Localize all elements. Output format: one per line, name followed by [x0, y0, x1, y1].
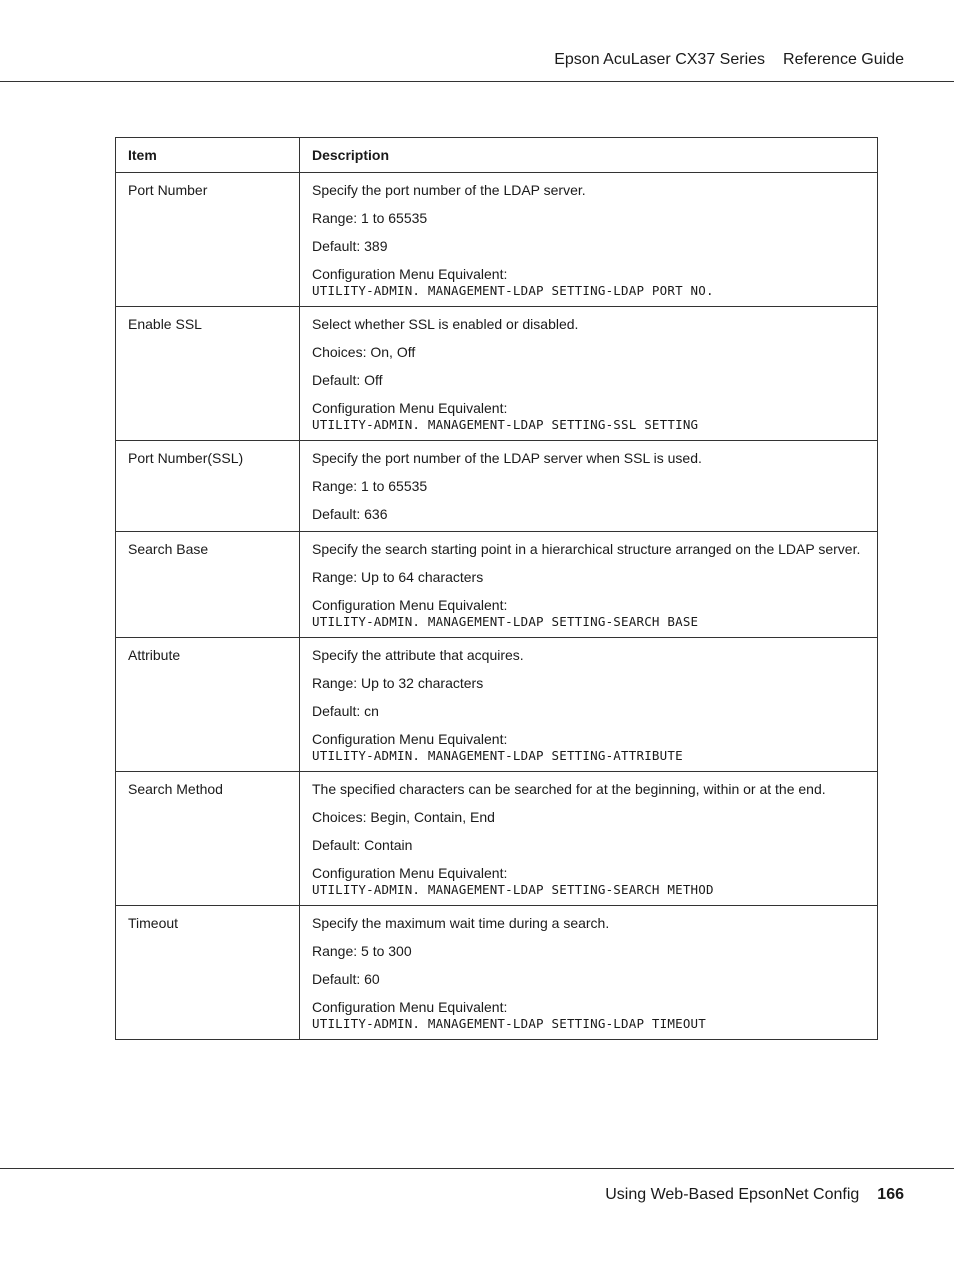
description-line: Default: 636	[312, 506, 388, 522]
item-cell: Search Base	[116, 532, 300, 638]
description-line: Specify the attribute that acquires.	[312, 647, 524, 663]
header-title	[554, 51, 904, 69]
config-label: Configuration Menu Equivalent:	[312, 266, 508, 282]
table-row	[116, 532, 878, 638]
config-menu-path: UTILITY-ADMIN. MANAGEMENT-LDAP SETTING-SEARCH METHOD	[312, 882, 714, 897]
config-menu-path: UTILITY-ADMIN. MANAGEMENT-LDAP SETTING-SSL SETTING	[312, 417, 699, 432]
description-line: The specified characters can be searched for at the beginning, within or at the end.	[312, 781, 826, 797]
config-equivalent	[312, 999, 869, 1031]
settings-table	[115, 137, 878, 1040]
description-cell	[300, 906, 878, 1040]
page-footer	[605, 1186, 904, 1204]
description-line: Range: Up to 32 characters	[312, 675, 484, 691]
guide-name: Reference Guide	[783, 51, 904, 68]
config-equivalent	[312, 400, 869, 432]
description-cell	[300, 441, 878, 532]
config-equivalent	[312, 266, 869, 298]
footer-rule	[0, 1168, 954, 1169]
config-label: Configuration Menu Equivalent:	[312, 731, 508, 747]
table-header-row	[116, 138, 878, 173]
description-line: Range: 5 to 300	[312, 943, 412, 959]
table-row	[116, 906, 878, 1040]
config-menu-path: UTILITY-ADMIN. MANAGEMENT-LDAP SETTING-LDAP PORT NO.	[312, 283, 714, 298]
description-line: Range: 1 to 65535	[312, 478, 428, 494]
item-cell: Timeout	[116, 906, 300, 1040]
table-row	[116, 307, 878, 441]
item-cell: Port Number	[116, 173, 300, 307]
table-row	[116, 441, 878, 532]
config-equivalent	[312, 597, 869, 629]
description-cell	[300, 638, 878, 772]
config-menu-path: UTILITY-ADMIN. MANAGEMENT-LDAP SETTING-ATTRIBUTE	[312, 748, 683, 763]
description-line: Default: Contain	[312, 837, 413, 853]
description-line: Range: 1 to 65535	[312, 210, 428, 226]
description-line: Choices: On, Off	[312, 344, 416, 360]
config-label: Configuration Menu Equivalent:	[312, 865, 508, 881]
config-label: Configuration Menu Equivalent:	[312, 999, 508, 1015]
column-header-item: Item	[116, 138, 300, 173]
footer-section: Using Web-Based EpsonNet Config	[605, 1186, 860, 1203]
page-number: 166	[877, 1186, 904, 1203]
config-label: Configuration Menu Equivalent:	[312, 597, 508, 613]
product-name: Epson AcuLaser CX37 Series	[554, 51, 766, 68]
config-equivalent	[312, 865, 869, 897]
item-cell: Port Number(SSL)	[116, 441, 300, 532]
config-menu-path: UTILITY-ADMIN. MANAGEMENT-LDAP SETTING-LDAP TIMEOUT	[312, 1016, 707, 1031]
config-label: Configuration Menu Equivalent:	[312, 400, 508, 416]
description-line: Default: 389	[312, 238, 388, 254]
item-cell: Attribute	[116, 638, 300, 772]
config-menu-path: UTILITY-ADMIN. MANAGEMENT-LDAP SETTING-SEARCH BASE	[312, 614, 699, 629]
description-cell	[300, 307, 878, 441]
table-row	[116, 772, 878, 906]
description-line: Choices: Begin, Contain, End	[312, 809, 495, 825]
description-cell	[300, 173, 878, 307]
item-cell: Enable SSL	[116, 307, 300, 441]
item-cell: Search Method	[116, 772, 300, 906]
description-line: Default: 60	[312, 971, 380, 987]
table-row	[116, 638, 878, 772]
description-line: Select whether SSL is enabled or disabled.	[312, 316, 579, 332]
description-line: Default: cn	[312, 703, 379, 719]
description-line: Default: Off	[312, 372, 383, 388]
column-header-description: Description	[300, 138, 878, 173]
description-line: Specify the port number of the LDAP server when SSL is used.	[312, 450, 702, 466]
description-cell	[300, 532, 878, 638]
description-line: Specify the port number of the LDAP server.	[312, 182, 586, 198]
description-line: Specify the maximum wait time during a search.	[312, 915, 610, 931]
table-row	[116, 173, 878, 307]
description-line: Specify the search starting point in a hierarchical structure arranged on the LDAP server.	[312, 541, 861, 557]
page-header	[0, 0, 954, 82]
config-equivalent	[312, 731, 869, 763]
description-line: Range: Up to 64 characters	[312, 569, 484, 585]
description-cell	[300, 772, 878, 906]
